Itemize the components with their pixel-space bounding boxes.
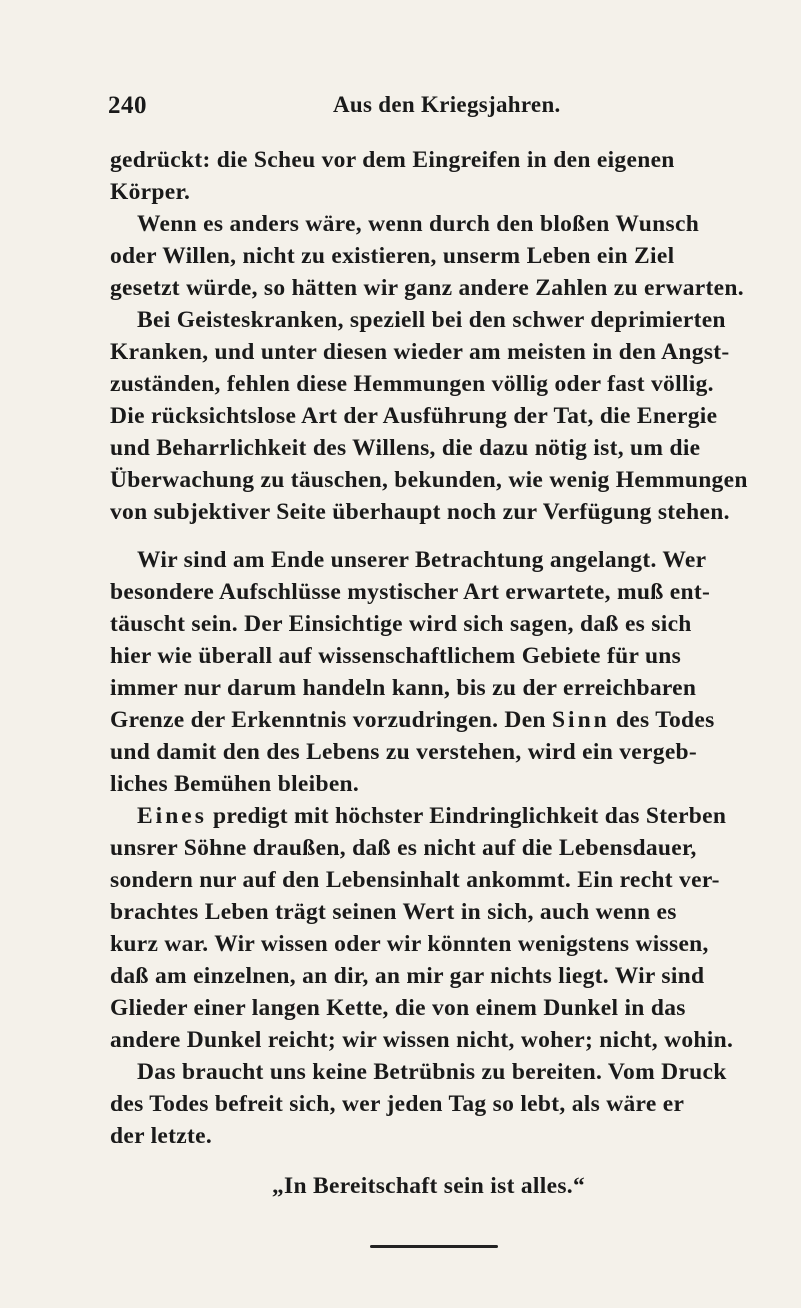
text-line: Das braucht uns keine Betrübnis zu bereiten. Vom Druck: [137, 1059, 727, 1085]
emphasized-word: Eines: [137, 803, 207, 829]
text-line: und Beharrlichkeit des Willens, die dazu nötig ist, um die: [110, 435, 701, 461]
text-line: daß am einzelnen, an dir, an mir gar nichts liegt. Wir sind: [110, 963, 705, 989]
text-line: besondere Aufschlüsse mystischer Art erwartete, muß ent-: [110, 579, 711, 605]
text-segment: des Todes: [609, 707, 715, 733]
text-line: gedrückt: die Scheu vor dem Eingreifen in den eigenen: [110, 147, 675, 173]
running-head: Aus den Kriegsjahren.: [333, 92, 561, 117]
text-line: Wenn es anders wäre, wenn durch den bloßen Wunsch: [137, 211, 700, 237]
text-segment: Grenze der Erkenntnis vorzudringen. Den: [110, 707, 552, 733]
text-line: hier wie überall auf wissenschaftlichem Gebiete für uns: [110, 643, 682, 669]
text-line: von subjektiver Seite überhaupt noch zur Verfügung stehen.: [110, 499, 730, 525]
closing-rule: [370, 1245, 498, 1248]
text-line: kurz war. Wir wissen oder wir könnten wenigstens wissen,: [110, 931, 709, 957]
text-line: zuständen, fehlen diese Hemmungen völlig oder fast völlig.: [110, 371, 714, 397]
text-line: [110, 705, 715, 735]
page-header: [108, 92, 756, 126]
text-line: [137, 801, 726, 831]
text-line: Wir sind am Ende unserer Betrachtung angelangt. Wer: [137, 547, 707, 573]
text-line: oder Willen, nicht zu existieren, unserm Leben ein Ziel: [110, 243, 675, 269]
text-line: immer nur darum handeln kann, bis zu der erreichbaren: [110, 675, 697, 701]
text-line: Überwachung zu täuschen, bekunden, wie wenig Hemmungen: [110, 467, 748, 493]
text-line: und damit den des Lebens zu verstehen, wird ein vergeb-: [110, 739, 698, 765]
text-line: täuscht sein. Der Einsichtige wird sich sagen, daß es sich: [110, 611, 692, 637]
text-line: Glieder einer langen Kette, die von einem Dunkel in das: [110, 995, 686, 1021]
page-number: 240: [108, 92, 147, 119]
text-line: liches Bemühen bleiben.: [110, 771, 360, 797]
text-line: der letzte.: [110, 1123, 213, 1149]
text-line: Kranken, und unter diesen wieder am meisten in den Angst-: [110, 339, 730, 365]
text-line: Bei Geisteskranken, speziell bei den schwer deprimierten: [137, 307, 726, 333]
text-line: Körper.: [110, 179, 191, 205]
text-line: Die rücksichtslose Art der Ausführung der Tat, die Energie: [110, 403, 718, 429]
text-segment: predigt mit höchster Eindringlichkeit das Sterben: [206, 803, 727, 829]
text-line: sondern nur auf den Lebensinhalt ankommt. Ein recht ver-: [110, 867, 720, 893]
emphasized-word: Sinn: [551, 707, 610, 733]
text-line: andere Dunkel reicht; wir wissen nicht, woher; nicht, wohin.: [110, 1027, 734, 1053]
text-line: des Todes befreit sich, wer jeden Tag so lebt, als wäre er: [110, 1091, 685, 1117]
closing-quote: „In Bereitschaft sein ist alles.“: [272, 1173, 585, 1199]
text-line: brachtes Leben trägt seinen Wert in sich, auch wenn es: [110, 899, 677, 925]
text-line: gesetzt würde, so hätten wir ganz andere Zahlen zu erwarten.: [110, 275, 744, 301]
text-line: unsrer Söhne draußen, daß es nicht auf die Lebensdauer,: [110, 835, 697, 861]
